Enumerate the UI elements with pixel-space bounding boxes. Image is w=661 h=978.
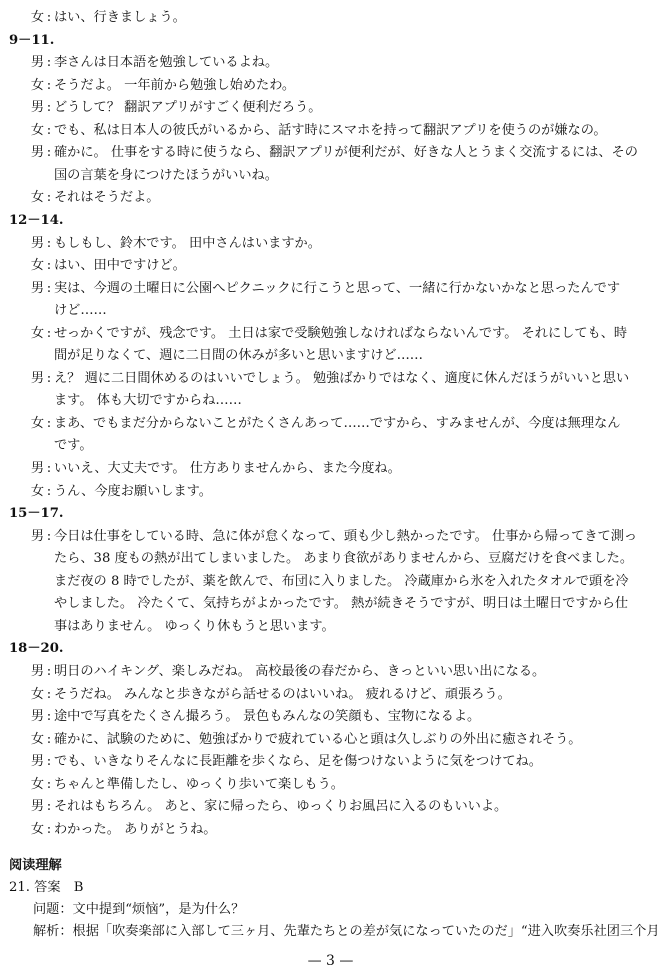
dialogue-text: 李さんは日本語を勉強しているよね。 [54, 55, 279, 70]
speaker-colon: : [46, 326, 52, 341]
section-number-text: 9－11. [9, 33, 55, 48]
dialogue-text: まあ、でもまだ分からないことがたくさんあって……ですから、すみませんが、今度は無理なん [54, 416, 621, 431]
dialogue-continuation [54, 437, 93, 455]
speaker-label: 男 [30, 754, 44, 769]
continuation-text: 間が足りなくて、週に二日間の休みが多いと思いますけど…… [54, 348, 423, 363]
continuation-text: 国の言葉を身につけたほうがいいね。 [54, 168, 278, 183]
dialogue-text: 明日のハイキング、楽しみだね。 高校最後の春だから、きっといい思い出になる。 [54, 664, 546, 679]
speaker-colon: : [46, 416, 52, 431]
dialogue-text: どうして？ 翻訳アプリがすごく便利だろう。 [54, 100, 322, 115]
dialogue-continuation [54, 618, 335, 636]
speaker-colon: : [46, 190, 52, 205]
dialogue-text: それはもちろん。 あと、家に帰ったら、ゆっくりお風呂に入るのもいいよ。 [54, 799, 508, 814]
speaker-colon: : [46, 664, 52, 679]
dialogue-text: え？ 週に二日間休めるのはいいでしょう。 勉強ばかりではなく、適度に休んだほうがいいと思い [54, 371, 630, 386]
speaker-colon: : [46, 709, 52, 724]
speaker-colon: : [46, 732, 52, 747]
dialogue-line [12, 798, 507, 816]
speaker-colon: : [46, 100, 52, 115]
speaker-colon: : [46, 799, 52, 814]
dialogue-text: 実は、今週の土曜日に公園へピクニックに行こうと思って、一緒に行かないかなと思ったんです [54, 281, 621, 296]
speaker-label: 女 [30, 687, 44, 702]
speaker-label: 男 [30, 529, 44, 544]
speaker-label: 女 [30, 123, 44, 138]
speaker-label: 女 [30, 822, 44, 837]
dialogue-text: わかった。 ありがとうね。 [54, 822, 217, 837]
dialogue-continuation [54, 167, 278, 185]
speaker-label: 女 [30, 10, 44, 25]
dialogue-continuation [54, 595, 628, 613]
dialogue-text: そうだよ。 一年前から勉強し始めたわ。 [54, 78, 296, 93]
analysis-line: 解析：根据「吹奏楽部に入部して三ヶ月、先輩たちとの差が気になっていたのだ」“进入吹奏乐社团三个月 [33, 924, 660, 939]
dialogue-text: いいえ、大丈夫です。 仕方ありませんから、また今度ね。 [54, 461, 401, 476]
continuation-text: 事はありません。 ゆっくり休もうと思います。 [54, 619, 335, 634]
section-heading-reading: 阅读理解 [9, 858, 62, 873]
dialogue-line [12, 528, 637, 546]
dialogue-line [12, 280, 620, 298]
speaker-colon: : [46, 754, 52, 769]
speaker-label: 男 [30, 281, 44, 296]
speaker-label: 男 [30, 461, 44, 476]
dialogue-text: それはそうだよ。 [54, 190, 160, 205]
speaker-colon: : [46, 123, 52, 138]
dialogue-line [12, 460, 401, 478]
section-number-text: 15－17. [9, 506, 64, 521]
dialogue-text: はい、行きましょう。 [54, 10, 186, 25]
dialogue-line [12, 483, 212, 501]
dialogue-text: 確かに、試験のために、勉強ばかりで疲れている心と頭は久しぶりの外出に癒されそう。 [54, 732, 582, 747]
speaker-label: 男 [30, 799, 44, 814]
speaker-colon: : [46, 461, 52, 476]
dialogue-text: 今日は仕事をしている時、急に体が怠くなって、頭も少し熱かったです。 仕事から帰ってきて測っ [54, 529, 638, 544]
continuation-text: けど…… [54, 303, 107, 318]
speaker-colon: : [46, 145, 52, 160]
dialogue-line [12, 415, 620, 433]
speaker-colon: : [46, 258, 52, 273]
speaker-label: 女 [30, 190, 44, 205]
dialogue-line [12, 77, 295, 95]
dialogue-text: でも、私は日本人の彼氏がいるから、話す時にスマホを持って翻訳アプリを使うのが嫌なの。 [54, 123, 607, 138]
speaker-colon: : [46, 484, 52, 499]
dialogue-line [12, 663, 545, 681]
dialogue-continuation [54, 573, 629, 591]
continuation-text: まだ夜の 8 時でしたが、薬を飲んで、布団に入りました。 冷蔵庫から氷を入れたタオルで頭を冷 [54, 574, 629, 589]
dialogue-line [12, 54, 278, 72]
section-number [9, 212, 63, 230]
section-number-text: 18－20. [9, 641, 64, 656]
speaker-label: 女 [30, 732, 44, 747]
dialogue-line [12, 189, 160, 207]
speaker-colon: : [46, 281, 52, 296]
speaker-colon: : [46, 236, 52, 251]
dialogue-line [12, 370, 629, 388]
speaker-label: 男 [30, 664, 44, 679]
speaker-label: 男 [30, 709, 44, 724]
question-line: 问题：文中提到“烦恼”，是为什么？ [33, 902, 245, 917]
dialogue-line [12, 144, 638, 162]
dialogue-text: 確かに。 仕事をする時に使うなら、翻訳アプリが便利だが、好きな人とうまく交流するには、その [54, 145, 638, 160]
continuation-text: ます。 体も大切ですからね…… [54, 393, 242, 408]
speaker-label: 女 [30, 258, 44, 273]
speaker-colon: : [46, 55, 52, 70]
section-number [9, 640, 63, 658]
speaker-colon: : [46, 78, 52, 93]
speaker-label: 男 [30, 145, 44, 160]
dialogue-line [12, 257, 186, 275]
dialogue-continuation [54, 302, 107, 320]
speaker-label: 女 [30, 777, 44, 792]
dialogue-line [12, 776, 344, 794]
speaker-colon: : [46, 777, 52, 792]
speaker-label: 女 [30, 484, 44, 499]
dialogue-line [12, 731, 582, 749]
dialogue-line [12, 325, 627, 343]
dialogue-continuation [54, 347, 423, 365]
dialogue-continuation [54, 392, 242, 410]
speaker-label: 男 [30, 371, 44, 386]
speaker-label: 男 [30, 100, 44, 115]
continuation-text: たら、38 度もの熱が出てしまいました。 あまり食欲がありませんから、豆腐だけを食べました。 [54, 551, 634, 566]
page-number: — 3 — [307, 953, 354, 969]
speaker-colon: : [46, 529, 52, 544]
dialogue-line [12, 99, 321, 117]
dialogue-line [12, 122, 607, 140]
dialogue-continuation [54, 550, 633, 568]
dialogue-line [12, 235, 321, 253]
dialogue-line [12, 753, 542, 771]
dialogue-text: 途中で写真をたくさん撮ろう。 景色もみんなの笑顔も、宝物になるよ。 [54, 709, 481, 724]
speaker-colon: : [46, 687, 52, 702]
dialogue-text: ちゃんと準備したし、ゆっくり歩いて楽しもう。 [54, 777, 344, 792]
continuation-text: です。 [54, 438, 93, 453]
dialogue-text: うん、今度お願いします。 [54, 484, 212, 499]
answer-line: 21. 答案 B [9, 880, 84, 895]
speaker-label: 男 [30, 236, 44, 251]
dialogue-text: でも、いきなりそんなに長距離を歩くなら、足を傷つけないように気をつけてね。 [54, 754, 542, 769]
dialogue-line [12, 9, 186, 27]
dialogue-line [12, 821, 216, 839]
continuation-text: やしました。 冷たくて、気持ちがよかったです。 熱が続きそうですが、明日は土曜日ですから仕 [54, 596, 629, 611]
speaker-label: 女 [30, 326, 44, 341]
speaker-label: 女 [30, 416, 44, 431]
section-number-text: 12－14. [9, 213, 64, 228]
section-number [9, 505, 63, 523]
dialogue-text: せっかくですが、残念です。 土日は家で受験勉強しなければならないんです。 それにしても、時 [54, 326, 628, 341]
speaker-colon: : [46, 822, 52, 837]
speaker-label: 男 [30, 55, 44, 70]
speaker-colon: : [46, 371, 52, 386]
speaker-colon: : [46, 10, 52, 25]
speaker-label: 女 [30, 78, 44, 93]
dialogue-line [12, 686, 511, 704]
section-number [9, 32, 54, 50]
dialogue-text: もしもし、鈴木です。 田中さんはいますか。 [54, 236, 321, 251]
dialogue-text: はい、田中ですけど。 [54, 258, 186, 273]
dialogue-text: そうだね。 みんなと歩きながら話せるのはいいね。 疲れるけど、頑張ろう。 [54, 687, 511, 702]
dialogue-line [12, 708, 480, 726]
